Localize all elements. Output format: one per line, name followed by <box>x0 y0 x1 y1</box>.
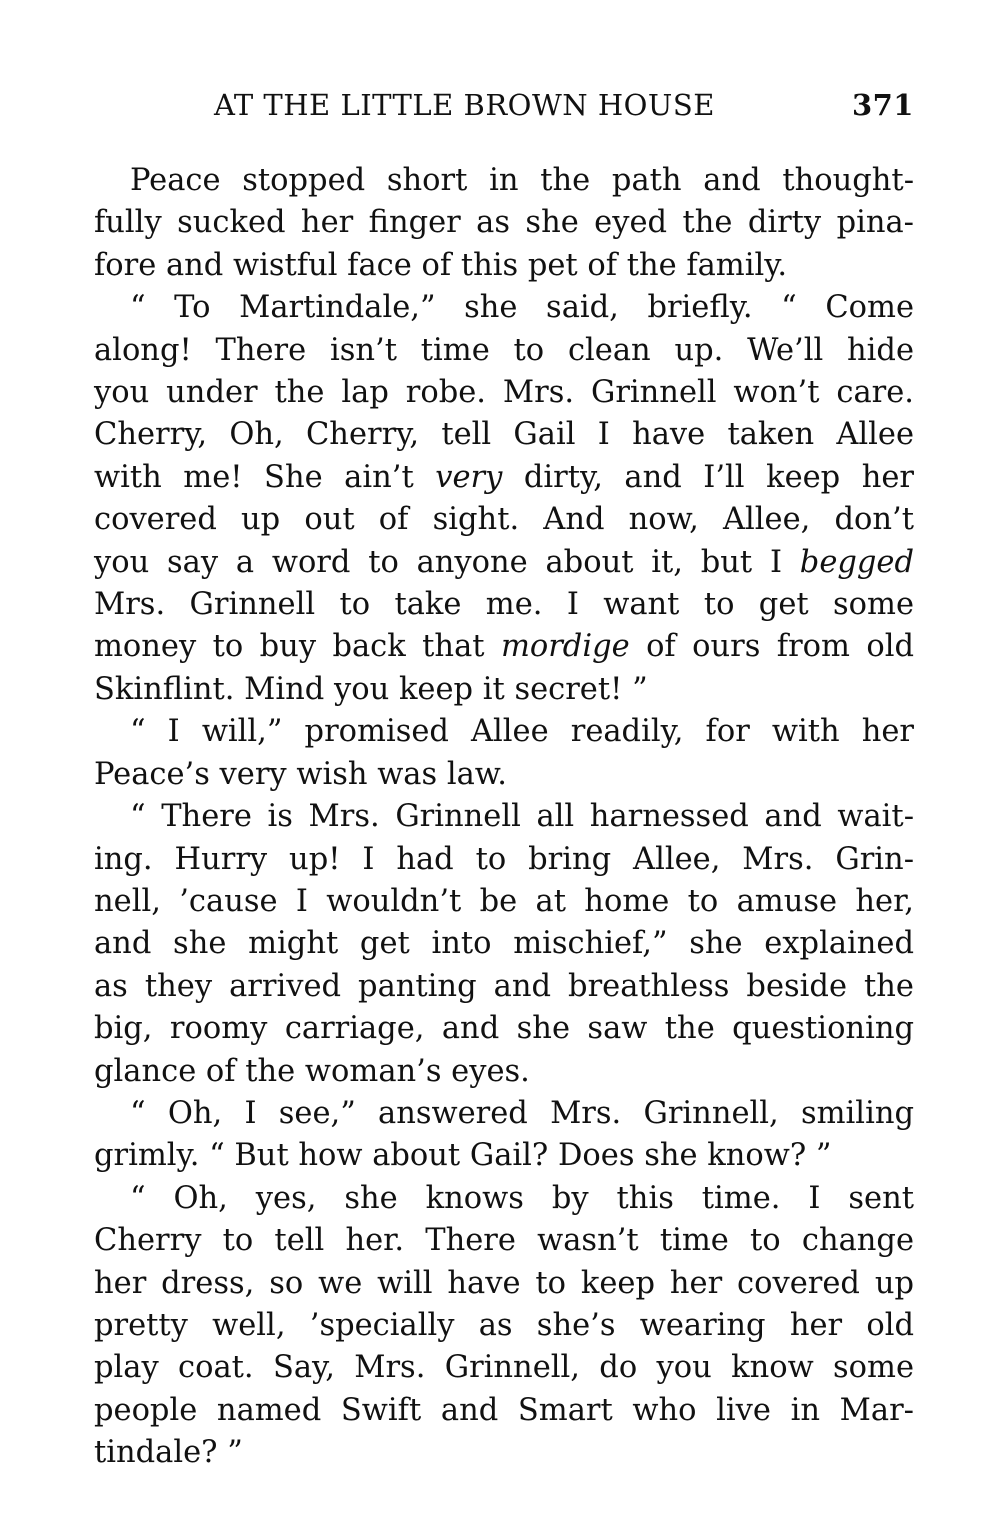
text-line: Mrs. Grinnell to take me. I want to get some <box>94 587 914 623</box>
paragraph <box>94 287 914 711</box>
text-line: fore and wistful face of this pet of the family. <box>94 247 788 283</box>
italic-word: begged <box>799 544 914 580</box>
book-page <box>94 88 914 1475</box>
text-line: “ There is Mrs. Grinnell all harnessed and wait- <box>130 799 914 835</box>
text-line: grimly. “ But how about Gail? Does she know? ” <box>94 1138 832 1174</box>
paragraph <box>94 1178 914 1475</box>
text-line: fully sucked her finger as she eyed the dirty pina- <box>94 205 914 241</box>
paragraph <box>94 1093 914 1178</box>
text-line: people named Swift and Smart who live in Mar- <box>94 1392 914 1428</box>
text-segment: with me! She ain’t <box>94 459 436 495</box>
text-line: along! There isn’t time to clean up. We’ll hide <box>94 332 914 368</box>
text-line: “ Oh, yes, she knows by this time. I sent <box>130 1180 914 1216</box>
text-line: covered up out of sight. And now, Allee, don’t <box>94 502 914 538</box>
running-title: AT THE LITTLE BROWN HOUSE <box>214 88 715 122</box>
text-line <box>94 626 914 668</box>
paragraph <box>94 160 914 287</box>
text-line: Peace’s very wish was law. <box>94 756 507 792</box>
italic-word: very <box>435 459 503 495</box>
text-line: “ To Martindale,” she said, briefly. “ Come <box>130 290 914 326</box>
body-text <box>94 160 914 1475</box>
text-line: “ I will,” promised Allee readily, for with her <box>130 714 914 750</box>
text-segment: of ours from old <box>629 629 915 665</box>
text-line: glance of the woman’s eyes. <box>94 1053 530 1089</box>
text-segment: money to buy back that <box>94 629 501 665</box>
page-number: 371 <box>851 88 914 122</box>
running-header <box>94 88 914 132</box>
text-line: Skinflint. Mind you keep it secret! ” <box>94 671 648 707</box>
text-line: and she might get into mischief,” she explained <box>94 926 914 962</box>
text-line: pretty well, ’specially as she’s wearing her old <box>94 1307 914 1343</box>
text-line: Cherry, Oh, Cherry, tell Gail I have taken Allee <box>94 417 914 453</box>
text-line <box>94 457 914 499</box>
text-line: Peace stopped short in the path and thought- <box>130 163 914 198</box>
text-line: “ Oh, I see,” answered Mrs. Grinnell, smiling <box>130 1095 914 1131</box>
text-line: tindale? ” <box>94 1435 243 1471</box>
text-line: you under the lap robe. Mrs. Grinnell won’t care. <box>94 375 914 411</box>
text-line: big, roomy carriage, and she saw the questioning <box>94 1011 914 1047</box>
paragraph <box>94 711 914 796</box>
text-line: Cherry to tell her. There wasn’t time to change <box>94 1223 914 1259</box>
text-line: ing. Hurry up! I had to bring Allee, Mrs. Grin- <box>94 841 914 877</box>
text-line: nell, ’cause I wouldn’t be at home to amuse her, <box>94 883 914 919</box>
text-segment: dirty, and I’ll keep her <box>502 459 915 495</box>
text-line <box>94 542 914 584</box>
text-line: play coat. Say, Mrs. Grinnell, do you know some <box>94 1350 914 1386</box>
text-segment: you say a word to anyone about it, but I <box>94 544 800 580</box>
paragraph <box>94 796 914 1093</box>
italic-word: mordige <box>500 629 630 665</box>
text-line: as they arrived panting and breathless beside the <box>94 968 914 1004</box>
text-line: her dress, so we will have to keep her covered up <box>94 1265 914 1301</box>
